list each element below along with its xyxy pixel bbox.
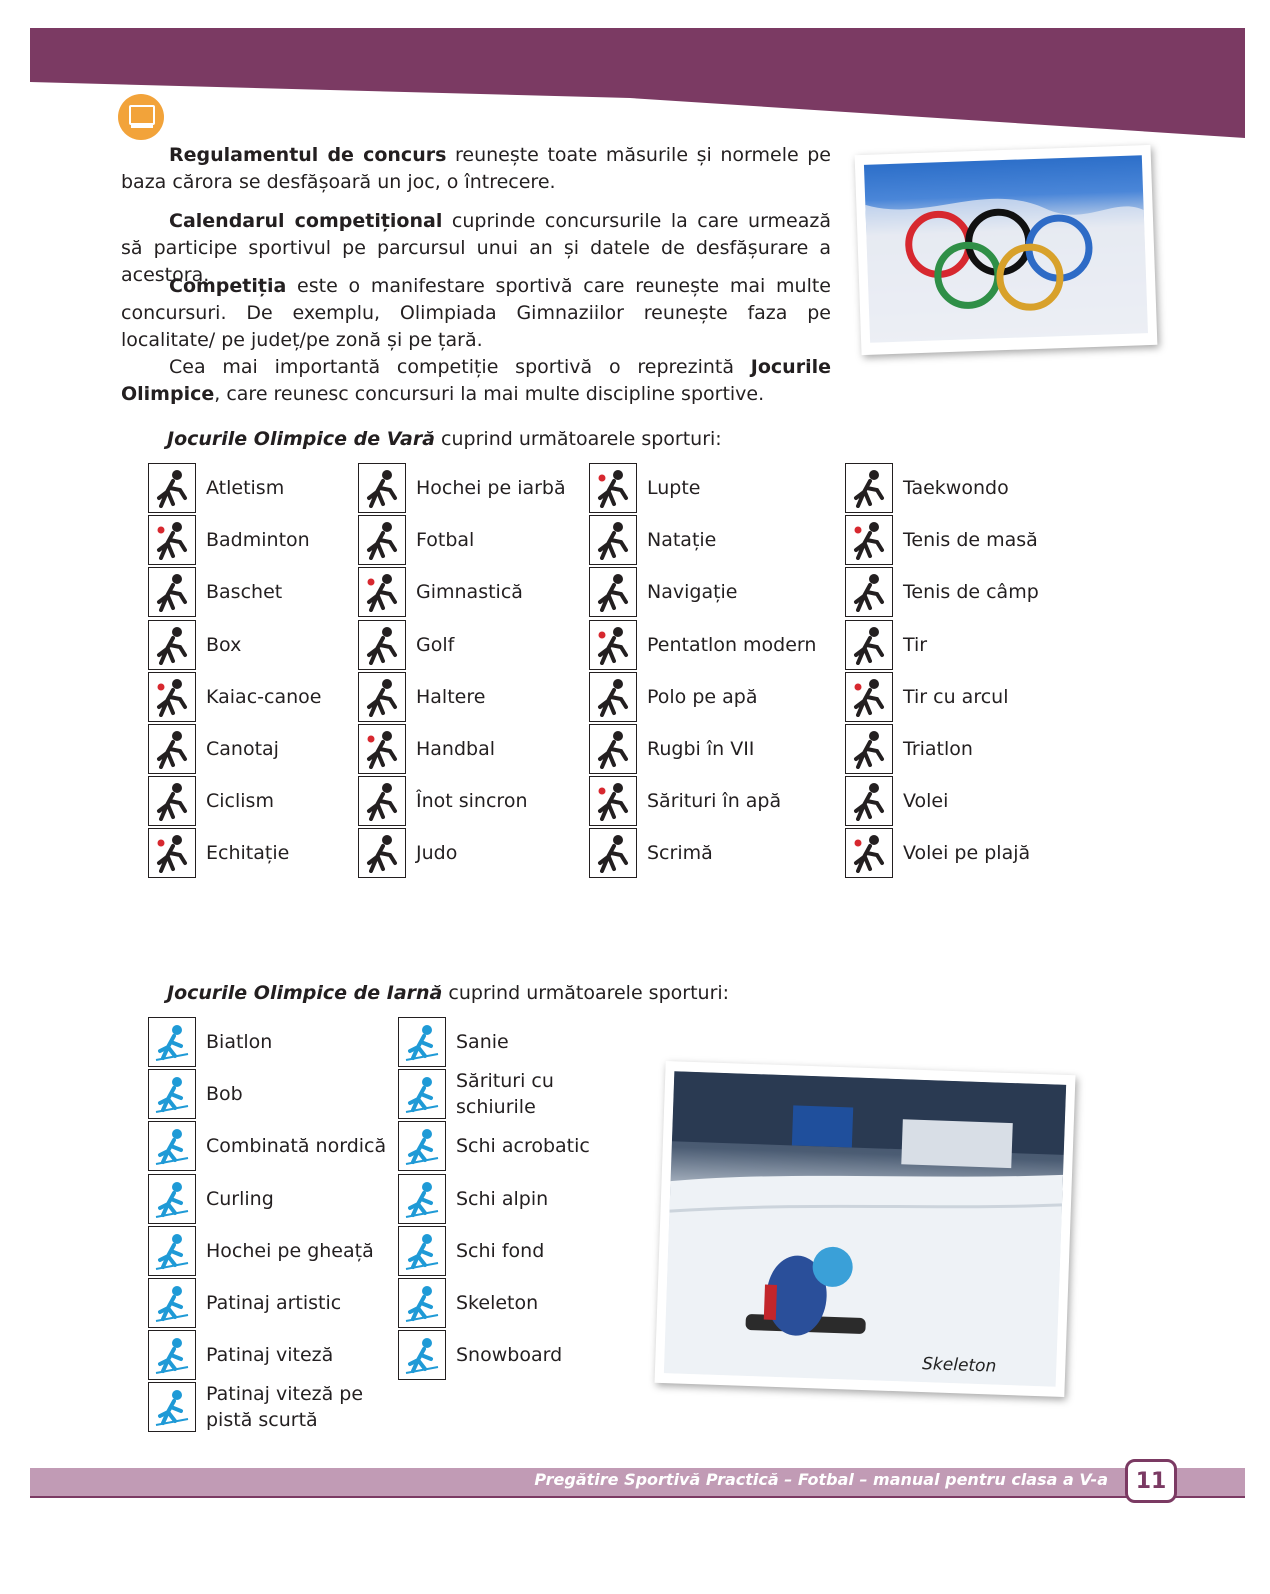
- sport-label: Scrimă: [647, 842, 713, 865]
- winter-sport-item: [148, 1068, 243, 1120]
- sport-pictogram-icon: [358, 515, 406, 565]
- summer-sport-item: [358, 671, 485, 723]
- winter-sport-item: [398, 1173, 548, 1225]
- summer-sport-item: [589, 462, 701, 514]
- sport-label: Biatlon: [206, 1031, 273, 1053]
- sport-pictogram-icon: [148, 672, 196, 722]
- winter-sport-item: [398, 1225, 544, 1277]
- sport-pictogram-icon: [148, 1330, 196, 1380]
- summer-sport-item: [148, 462, 284, 514]
- sport-label: Ciclism: [206, 790, 274, 813]
- sport-pictogram-icon: [589, 828, 637, 878]
- page-number: 11: [1125, 1459, 1177, 1503]
- sport-pictogram-icon: [148, 515, 196, 565]
- winter-sport-item: [398, 1016, 509, 1068]
- sport-label: Handbal: [416, 738, 496, 760]
- sport-label: Navigație: [647, 581, 738, 604]
- sport-label: Volei pe plajă: [903, 842, 1031, 865]
- paragraph-regulament: Regulamentul de concurs reunește toate măsurile și normele pe baza cărora se desfășoară un joc, o întrecere.: [121, 144, 831, 193]
- summer-sport-item: [148, 671, 321, 723]
- sport-pictogram-icon: [148, 1069, 196, 1119]
- summer-sport-item: [148, 566, 282, 618]
- summer-sport-item: [148, 775, 274, 827]
- sport-label: Lupte: [647, 477, 701, 499]
- sport-label: Schi fond: [456, 1239, 545, 1262]
- footer-text: Pregătire Sportivă Practică – Fotbal – manual pentru clasa a V-a: [534, 1470, 1108, 1489]
- sport-label: Schi acrobatic: [456, 1135, 590, 1158]
- summer-sport-item: [589, 619, 816, 671]
- summer-sport-item: [845, 671, 1008, 723]
- winter-sport-item: [148, 1225, 374, 1277]
- sport-pictogram-icon: [845, 515, 893, 565]
- sport-pictogram-icon: [358, 463, 406, 513]
- winter-sport-item: [148, 1381, 366, 1433]
- summer-sport-item: [845, 827, 1030, 879]
- sport-pictogram-icon: [845, 724, 893, 774]
- sport-pictogram-icon: [148, 1017, 196, 1067]
- olympic-flag-photo: [855, 145, 1158, 355]
- winter-sport-item: [398, 1329, 562, 1381]
- sport-pictogram-icon: [398, 1121, 446, 1171]
- sport-label: Snowboard: [456, 1344, 563, 1367]
- sport-label: Patinaj artistic: [206, 1292, 342, 1314]
- sport-pictogram-icon: [398, 1069, 446, 1119]
- sport-pictogram-icon: [148, 1278, 196, 1328]
- sport-label: Înot sincron: [416, 790, 528, 813]
- sport-label: Polo pe apă: [647, 685, 758, 708]
- header-banner: [30, 28, 1245, 138]
- sport-pictogram-icon: [589, 724, 637, 774]
- sport-label: Sărituri în apă: [647, 790, 782, 813]
- sport-label: Judo: [416, 842, 458, 865]
- sport-label: Baschet: [206, 581, 283, 604]
- sport-label: Triatlon: [903, 738, 973, 760]
- sport-pictogram-icon: [845, 776, 893, 826]
- summer-sports-title: Jocurile Olimpice de Vară cuprind următoarele sporturi:: [167, 428, 722, 450]
- sport-pictogram-icon: [845, 620, 893, 670]
- summer-sport-item: [148, 514, 310, 566]
- sport-pictogram-icon: [148, 620, 196, 670]
- sport-pictogram-icon: [148, 1382, 196, 1432]
- summer-sport-item: [358, 566, 523, 618]
- sport-pictogram-icon: [358, 620, 406, 670]
- sport-label: Canotaj: [206, 738, 279, 760]
- sport-label: Combinată nordică: [206, 1135, 387, 1158]
- summer-sport-item: [358, 462, 566, 514]
- sport-pictogram-icon: [589, 515, 637, 565]
- sport-pictogram-icon: [148, 1174, 196, 1224]
- summer-sport-item: [589, 514, 716, 566]
- sport-pictogram-icon: [398, 1174, 446, 1224]
- summer-sport-item: [148, 723, 279, 775]
- sport-pictogram-icon: [589, 776, 637, 826]
- summer-sport-item: [845, 775, 948, 827]
- sport-label: Box: [206, 633, 242, 656]
- sport-label: Gimnastică: [416, 581, 523, 604]
- paragraph-calendar: Calendarul competițional cuprinde concursurile la care urmează să participe sportivul pe parcursul unui an și datele de desfășurare a acestora.: [121, 210, 831, 286]
- sport-label: Schi alpin: [456, 1187, 549, 1210]
- winter-sport-item: [398, 1120, 590, 1172]
- sport-label: Haltere: [416, 685, 486, 708]
- winter-sport-item: [398, 1277, 538, 1329]
- summer-sport-item: [589, 566, 738, 618]
- sport-label: Patinaj viteză pe pistă scurtă: [206, 1383, 364, 1432]
- sport-label: Bob: [206, 1083, 243, 1106]
- olympic-rings-icon: [864, 155, 1148, 343]
- sport-label: Patinaj viteză: [206, 1344, 334, 1367]
- summer-sport-item: [358, 827, 457, 879]
- winter-sport-item: [148, 1173, 274, 1225]
- summer-sport-item: [845, 619, 927, 671]
- sport-label: Tenis de câmp: [903, 581, 1039, 604]
- paragraph-jocuri-olimpice: Cea mai importantă competiție sportivă o reprezintă Jocurile Olimpice, care reunesc concursuri la mai multe discipline sportive.: [121, 356, 831, 405]
- sport-pictogram-icon: [358, 567, 406, 617]
- computer-icon: [118, 94, 164, 140]
- summer-sport-item: [358, 723, 495, 775]
- sport-label: Tenis de masă: [903, 529, 1038, 552]
- photo-caption: Skeleton: [921, 1354, 997, 1377]
- sport-pictogram-icon: [845, 828, 893, 878]
- sport-pictogram-icon: [398, 1330, 446, 1380]
- sport-pictogram-icon: [845, 672, 893, 722]
- sport-pictogram-icon: [148, 776, 196, 826]
- winter-sports-title: Jocurile Olimpice de Iarnă cuprind următoarele sporturi:: [167, 982, 730, 1004]
- sport-label: Tir cu arcul: [903, 685, 1009, 708]
- sport-pictogram-icon: [358, 828, 406, 878]
- sport-pictogram-icon: [148, 1226, 196, 1276]
- winter-sport-item: [148, 1120, 386, 1172]
- sport-label: Atletism: [206, 477, 285, 499]
- sport-pictogram-icon: [398, 1278, 446, 1328]
- footer-line: [30, 1496, 1245, 1498]
- summer-sport-item: [845, 566, 1039, 618]
- sport-pictogram-icon: [148, 828, 196, 878]
- sport-pictogram-icon: [589, 463, 637, 513]
- sport-pictogram-icon: [589, 672, 637, 722]
- sport-pictogram-icon: [148, 1121, 196, 1171]
- summer-sport-item: [845, 723, 973, 775]
- sport-pictogram-icon: [358, 724, 406, 774]
- summer-sport-item: [148, 827, 289, 879]
- skeleton-photo: [655, 1061, 1076, 1397]
- summer-sport-item: [845, 514, 1038, 566]
- sport-pictogram-icon: [148, 724, 196, 774]
- summer-sport-item: [358, 775, 528, 827]
- sport-label: Taekwondo: [903, 477, 1009, 499]
- sport-label: Hochei pe gheață: [206, 1239, 374, 1262]
- sport-label: Sărituri cu schiurile: [456, 1070, 554, 1119]
- summer-sport-item: [358, 514, 474, 566]
- sport-label: Badminton: [206, 529, 310, 552]
- summer-sport-item: [589, 671, 757, 723]
- summer-sport-item: [589, 827, 713, 879]
- sport-pictogram-icon: [589, 567, 637, 617]
- sport-label: Sanie: [456, 1031, 509, 1053]
- sport-pictogram-icon: [358, 672, 406, 722]
- sport-label: Fotbal: [416, 529, 475, 552]
- sport-pictogram-icon: [589, 620, 637, 670]
- sport-pictogram-icon: [148, 463, 196, 513]
- sport-pictogram-icon: [845, 567, 893, 617]
- winter-sport-item: [148, 1016, 272, 1068]
- sport-label: Volei: [903, 790, 949, 813]
- sport-label: Golf: [416, 633, 455, 656]
- sport-label: Echitație: [206, 842, 290, 865]
- summer-sport-item: [148, 619, 241, 671]
- sport-label: Hochei pe iarbă: [416, 477, 566, 499]
- sport-label: Curling: [206, 1187, 274, 1210]
- sport-pictogram-icon: [398, 1017, 446, 1067]
- winter-sport-item: [398, 1068, 566, 1120]
- sport-pictogram-icon: [148, 567, 196, 617]
- summer-sport-item: [358, 619, 454, 671]
- winter-sport-item: [148, 1277, 341, 1329]
- summer-sport-item: [589, 723, 754, 775]
- sport-label: Skeleton: [456, 1292, 539, 1314]
- winter-sport-item: [148, 1329, 333, 1381]
- sport-pictogram-icon: [398, 1226, 446, 1276]
- sport-pictogram-icon: [845, 463, 893, 513]
- paragraph-competitia: Competiția este o manifestare sportivă care reunește mai multe concursuri. De exemplu, Olimpiada Gimnaziilor reunește faza pe localitate/ pe județ/pe zonă și pe țară.: [121, 275, 831, 351]
- summer-sport-item: [589, 775, 781, 827]
- sport-label: Natație: [647, 529, 717, 552]
- sport-pictogram-icon: [358, 776, 406, 826]
- sport-label: Kaiac-canoe: [206, 685, 322, 708]
- summer-sport-item: [845, 462, 1009, 514]
- sport-label: Pentatlon modern: [647, 633, 817, 656]
- sport-label: Tir: [903, 633, 928, 656]
- sport-label: Rugbi în VII: [647, 738, 755, 760]
